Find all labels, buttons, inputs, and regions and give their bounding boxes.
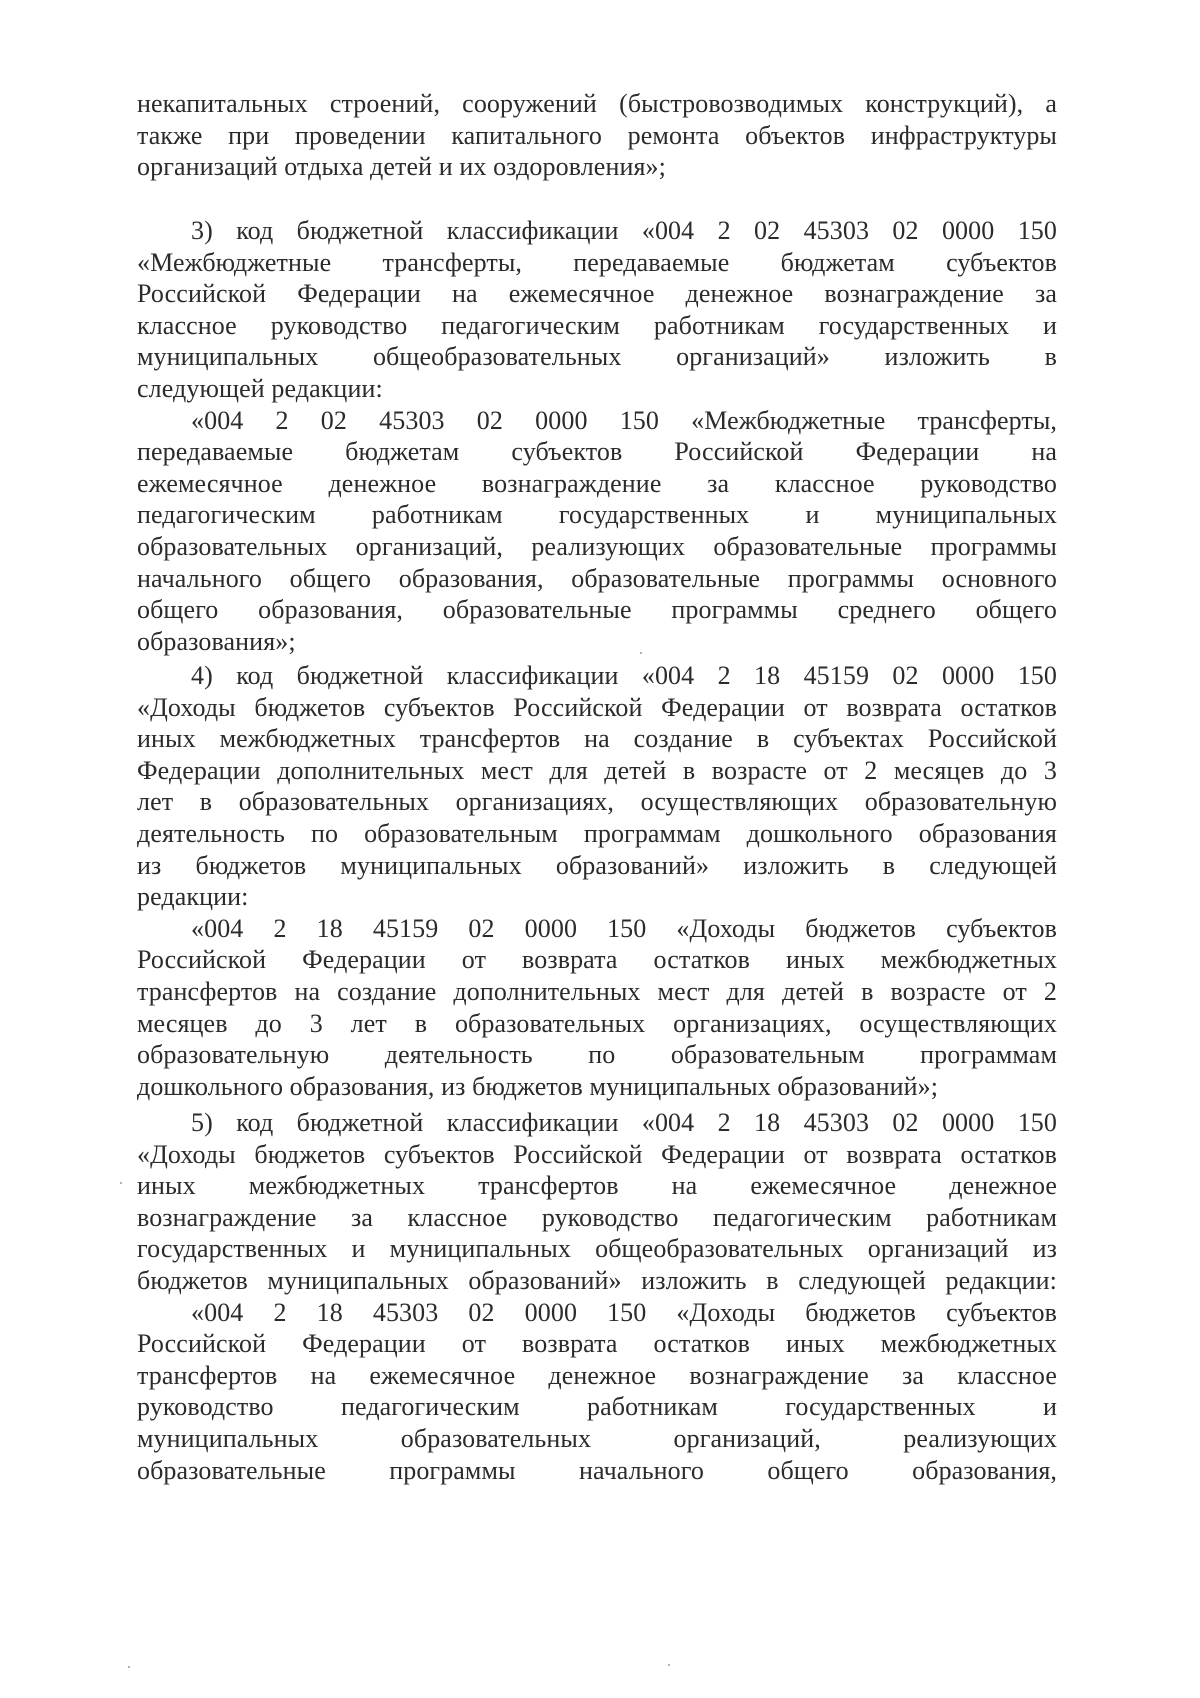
scan-speck [640,652,642,654]
text-line: муниципальных образовательных организаций, реализующих [137,1423,1057,1453]
item-5-paragraph [137,1107,1057,1486]
scan-speck [120,1182,122,1184]
text-line: лет в образовательных организациях, осуществляющих образовательную [137,787,1057,817]
text-line: 3) код бюджетной классификации «004 2 02 45303 02 0000 150 [191,216,1057,245]
text-line: начального общего образования, образовательные программы основного [137,563,1057,593]
text-line: Российской Федерации от возврата остатков иных межбюджетных [137,1329,1057,1359]
scan-speck [668,1664,670,1666]
text-line: также при проведении капитального ремонта объектов инфраструктуры [137,120,1057,150]
text-line: педагогическим работникам государственных и муниципальных [137,500,1057,530]
text-line: муниципальных общеобразовательных организаций» изложить в [137,342,1057,372]
text-line: руководство педагогическим работникам государственных и [137,1392,1057,1422]
text-line: иных межбюджетных трансфертов на ежемесячное денежное [137,1171,1057,1201]
text-line: 4) код бюджетной классификации «004 2 18 45159 02 0000 150 [191,661,1057,690]
text-line: организаций отдыха детей и их оздоровления»; [137,152,666,182]
item-3-paragraph [137,215,1057,657]
text-line: Российской Федерации на ежемесячное денежное вознаграждение за [137,279,1057,309]
text-line: трансфертов на ежемесячное денежное вознаграждение за классное [137,1360,1057,1390]
text-line: ежемесячное денежное вознаграждение за классное руководство [137,468,1057,498]
intro-paragraph [137,88,1057,183]
text-line: дошкольного образования, из бюджетов муниципальных образований»; [137,1071,939,1101]
text-line: «004 2 02 45303 02 0000 150 «Межбюджетные трансферты, [191,405,1057,435]
text-line: «Доходы бюджетов субъектов Российской Федерации от возврата остатков [137,692,1057,722]
text-line: «Доходы бюджетов субъектов Российской Федерации от возврата остатков [137,1139,1057,1169]
text-line: некапитальных строений, сооружений (быстровозводимых конструкций), а [137,89,1057,118]
text-line: «Межбюджетные трансферты, передаваемые бюджетам субъектов [137,247,1057,277]
text-line: Федерации дополнительных мест для детей в возрасте от 2 месяцев до 3 [137,755,1057,785]
text-line: классное руководство педагогическим работникам государственных и [137,310,1057,340]
text-line: передаваемые бюджетам субъектов Российской Федерации на [137,437,1057,467]
text-line: государственных и муниципальных общеобразовательных организаций из [137,1234,1057,1264]
text-line: «004 2 18 45159 02 0000 150 «Доходы бюджетов субъектов [191,913,1057,943]
text-line: вознаграждение за классное руководство педагогическим работникам [137,1202,1057,1232]
item-4-paragraph [137,660,1057,1102]
scan-speck [128,1666,130,1668]
text-line: Российской Федерации от возврата остатков иных межбюджетных [137,945,1057,975]
text-line: редакции: [137,882,249,912]
text-line: образовательную деятельность по образовательным программам [137,1040,1057,1070]
text-line: 5) код бюджетной классификации «004 2 18 45303 02 0000 150 [191,1108,1057,1137]
text-line: образования»; [137,626,296,656]
text-line: общего образования, образовательные программы среднего общего [137,595,1057,625]
text-line: бюджетов муниципальных образований» изложить в следующей редакции: [137,1265,1057,1295]
text-line: деятельность по образовательным программам дошкольного образования [137,818,1057,848]
text-line: образовательные программы начального общего образования, [137,1455,1057,1485]
text-line: иных межбюджетных трансфертов на создание в субъектах Российской [137,724,1057,754]
text-line: из бюджетов муниципальных образований» изложить в следующей [137,850,1057,880]
text-line: образовательных организаций, реализующих образовательные программы [137,531,1057,561]
text-line: месяцев до 3 лет в образовательных организациях, осуществляющих [137,1008,1057,1038]
text-line: трансфертов на создание дополнительных мест для детей в возрасте от 2 [137,976,1057,1006]
text-line: следующей редакции: [137,373,383,403]
text-line: «004 2 18 45303 02 0000 150 «Доходы бюджетов субъектов [191,1297,1057,1327]
